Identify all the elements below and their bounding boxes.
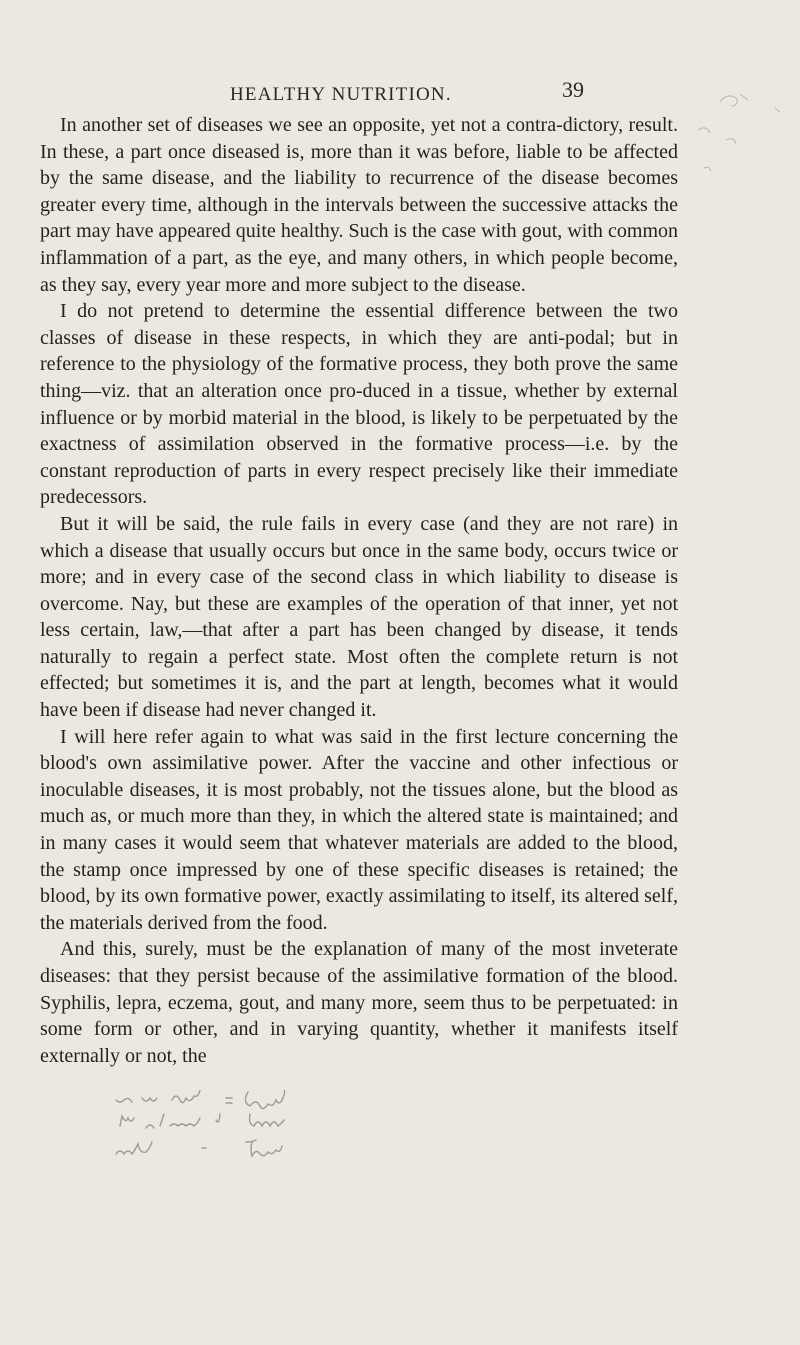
paragraph: I will here refer again to what was said in the first lecture concerning the blood's own assimilative power. After the vaccine and other infectious or inoculable diseases, it is most probably, not the tissues alone, but the blood as much as, or much more than they, in which the altered state is maintained; and in many cases it would seem that whatever materials are added to the blood, the stamp once impressed by one of these specific diseases is retained; the blood, by its own formative power, exactly assimilating to itself, its altered self, the materials derived from the food. <box>40 725 678 934</box>
paragraph: But it will be said, the rule fails in every case (and they are not rare) in which a disease that usually occurs but once in the same body, occurs twice or more; and in every case of the second class in which liability to disease is overcome. Nay, but these are examples of the operation of that inner, yet not less certain, law,—that after a part has been changed by disease, it tends naturally to regain a perfect state. Most often the complete return is not effected; but sometimes it is, and the part at length, becomes what it would have been if disease had never changed it. <box>40 512 678 722</box>
page-number: 39 <box>562 77 584 102</box>
margin-pencil-marks <box>680 80 800 200</box>
body-text <box>40 112 678 1069</box>
paragraph: In another set of diseases we see an opposite, yet not a contra-dictory, result. In these, a part once diseased is, more than it was before, liable to be affected by the same disease, and the liability to recurrence of the disease becomes greater every time, although in the intervals between the successive attacks the part may have appeared quite healthy. Such is the case with gout, with common inflammation of a part, as the eye, and many others, in which people become, as they say, every year more and more subject to the disease. <box>40 114 678 296</box>
handwritten-annotation <box>110 1090 410 1200</box>
paragraph: I do not pretend to determine the essential difference between the two classes of disease in these respects, in which they are anti-podal; but in reference to the physiology of the formative process, they both prove the same thing—viz. that an alteration once pro-duced in a tissue, whether by external influence or by morbid material in the blood, is likely to be perpetuated by the exactness of assimilation observed in the formative process—i.e. by the constant reproduction of parts in every respect precisely like their immediate predecessors. <box>40 300 678 509</box>
paragraph: And this, surely, must be the explanation of many of the most inveterate diseases: that they persist because of the assimilative formation of the blood. Syphilis, lepra, eczema, gout, and many more, seem thus to be perpetuated: in some form or other, and in varying quantity, whether it manifests itself externally or not, the <box>40 938 678 1067</box>
running-title: HEALTHY NUTRITION. <box>230 84 452 105</box>
